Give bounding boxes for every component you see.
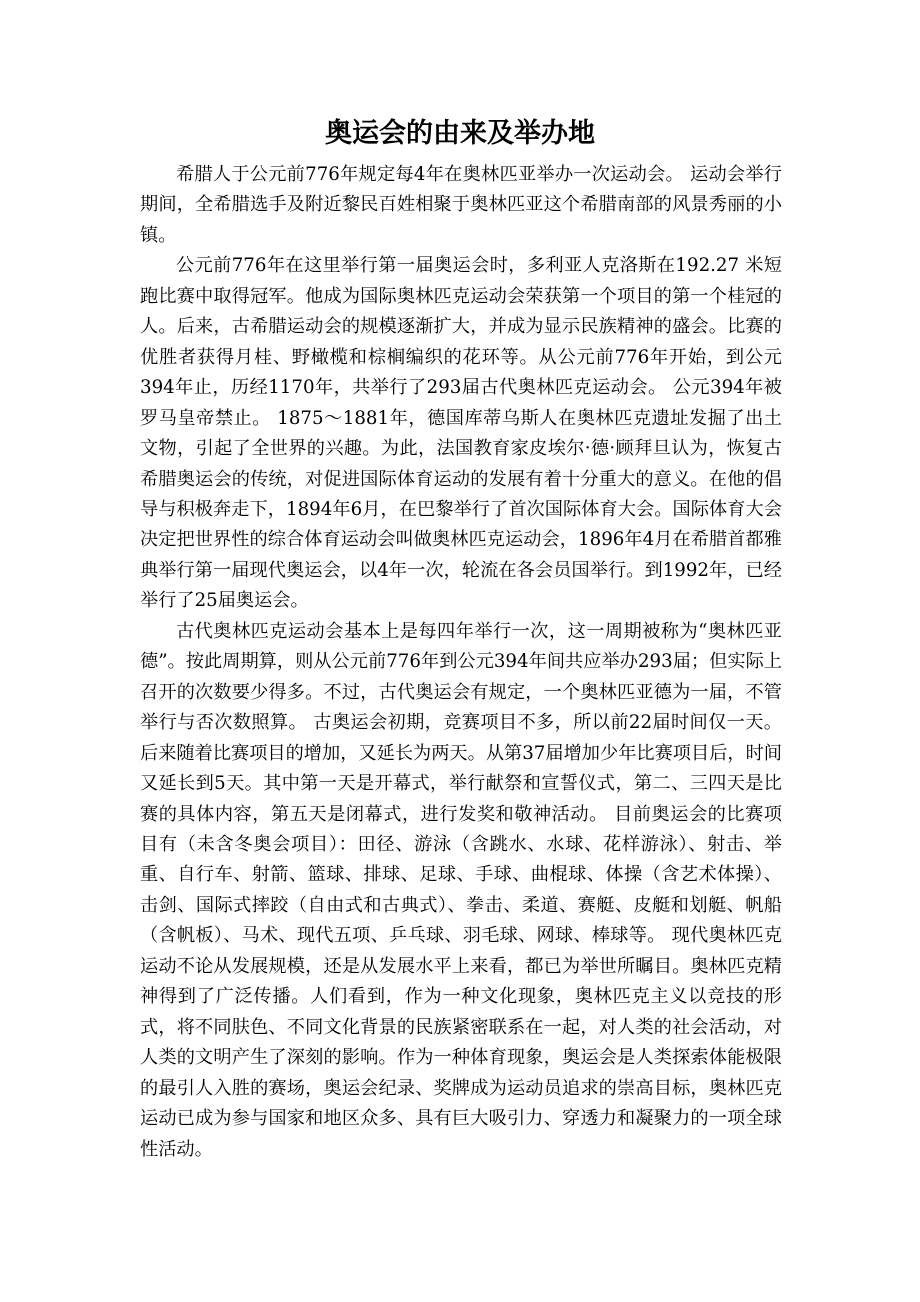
paragraph-2: 公元前776年在这里举行第一届奥运会时，多利亚人克洛斯在192.27 米短跑比赛中取得冠军。他成为国际奥林匹克运动会荣获第一个项目的第一个桂冠的人。后来，古希腊运动会的规模逐渐扩大，并成为显示民族精神的盛会。比赛的优胜者获得月桂、野橄榄和棕榈编织的花环等。从公元前776年开始，到公元394年止，历经1170年，共举行了293届古代奥林匹克运动会。 公元394年被罗马皇帝禁止。 1875～1881年，德国库蒂乌斯人在奥林匹克遗址发掘了出土文物，引起了全世界的兴趣。为此，法国教育家皮埃尔·德·顾拜旦认为，恢复古希腊奥运会的传统，对促进国际体育运动的发展有着十分重大的意义。在他的倡导与积极奔走下，1894年6月，在巴黎举行了首次国际体育大会。国际体育大会决定把世界性的综合体育运动会叫做奥林匹克运动会，1896年4月在希腊首都雅典举行第一届现代奥运会，以4年一次，轮流在各会员国举行。到1992年，已经举行了25届奥运会。 [140, 255, 782, 612]
paragraph-3: 古代奥林匹克运动会基本上是每四年举行一次，这一周期被称为“奥林匹亚德”。按此周期算，则从公元前776年到公元394年间共应举办293届；但实际上召开的次数要少得多。不过，古代奥运会有规定，一个奥林匹亚德为一届，不管举行与否次数照算。 古奥运会初期，竞赛项目不多，所以前22届时间仅一天。后来随着比赛项目的增加，又延长为两天。从第37届增加少年比赛项目后，时间又延长到5天。其中第一天是开幕式，举行献祭和宣誓仪式，第二、三四天是比赛的具体内容，第五天是闭幕式，进行发奖和敬神活动。 目前奥运会的比赛项目有（未含冬奥会项目）：田径、游泳（含跳水、水球、花样游泳）、射击、举重、自行车、射箭、篮球、排球、足球、手球、曲棍球、体操（含艺术体操）、击剑、国际式摔跤（自由式和古典式）、拳击、柔道、赛艇、皮艇和划艇、帆船（含帆板）、马术、现代五项、乒乓球、羽毛球、网球、棒球等。 现代奥林匹克运动不论从发展规模，还是从发展水平上来看，都已为举世所瞩目。奥林匹克精神得到了广泛传播。人们看到，作为一种文化现象，奥林匹克主义以竞技的形式，将不同肤色、不同文化背景的民族紧密联系在一起，对人类的社会活动，对人类的文明产生了深刻的影响。作为一种体育现象，奥运会是人类探索体能极限的最引人入胜的赛场，奥运会纪录、奖牌成为运动员追求的崇高目标，奥林匹克运动已成为参与国家和地区众多、具有巨大吸引力、穿透力和凝聚力的一项全球性活动。 [140, 620, 782, 1160]
paragraph-1: 希腊人于公元前776年规定每4年在奥林匹亚举办一次运动会。 运动会举行期间，全希腊选手及附近黎民百姓相聚于奥林匹亚这个希腊南部的风景秀丽的小镇。 [140, 164, 782, 246]
document-title: 奥运会的由来及举办地 [325, 118, 595, 149]
document-body [140, 160, 782, 1165]
